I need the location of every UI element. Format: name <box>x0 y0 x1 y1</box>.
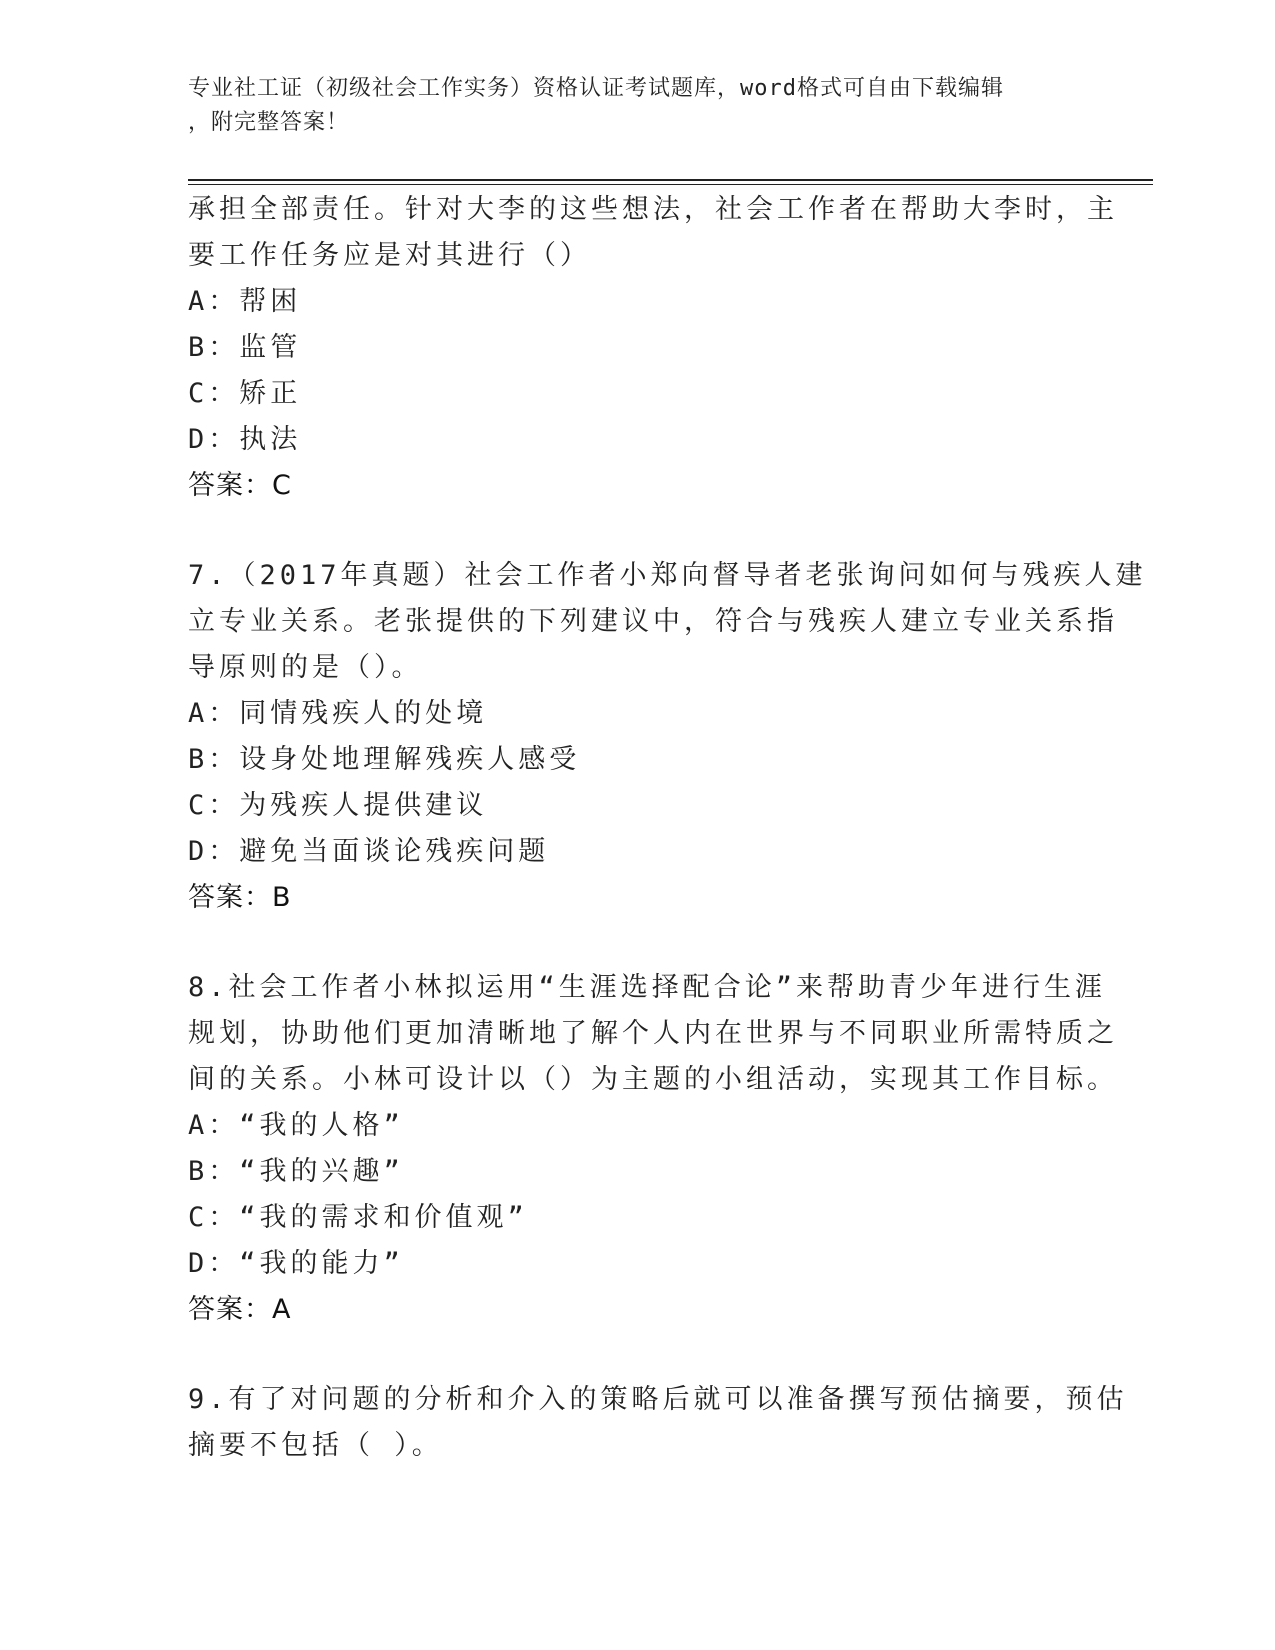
answer-text: 答案：C <box>188 470 292 501</box>
question-block-6 <box>188 187 1118 509</box>
question-block-9 <box>188 1377 1128 1469</box>
question-text-line: 间的关系。小林可设计以（）为主题的小组活动，实现其工作目标。 <box>188 1064 1118 1095</box>
option-c: C：矫正 <box>188 378 302 409</box>
question-text-line: 导原则的是（）。 <box>188 652 423 683</box>
spacer <box>188 921 1088 965</box>
option-a: A：“我的人格” <box>188 1110 404 1141</box>
header-line-2: ，附完整答案！ <box>188 110 350 135</box>
question-text-line: 7.（2017年真题）社会工作者小郑向督导者老张询问如何与残疾人建 <box>188 560 1147 591</box>
option-a: A：同情残疾人的处境 <box>188 698 488 729</box>
question-text-line: 立专业关系。老张提供的下列建议中，符合与残疾人建立专业关系指 <box>188 606 1118 637</box>
option-d: D：避免当面谈论残疾问题 <box>188 836 550 867</box>
option-a: A：帮困 <box>188 286 302 317</box>
option-b: B：“我的兴趣” <box>188 1156 404 1187</box>
option-b: B：监管 <box>188 332 302 363</box>
option-b: B：设身处地理解残疾人感受 <box>188 744 581 775</box>
question-block-7 <box>188 553 1147 921</box>
question-text-line: 要工作任务应是对其进行（） <box>188 240 591 271</box>
question-text-line: 规划，协助他们更加清晰地了解个人内在世界与不同职业所需特质之 <box>188 1018 1118 1049</box>
question-text-line: 8.社会工作者小林拟运用“生涯选择配合论”来帮助青少年进行生涯 <box>188 972 1107 1003</box>
answer-text: 答案：B <box>188 882 292 913</box>
header-line-1: 专业社工证（初级社会工作实务）资格认证考试题库，word格式可自由下载编辑 <box>188 76 1004 101</box>
option-d: D：执法 <box>188 424 302 455</box>
answer-text: 答案：A <box>188 1294 292 1325</box>
spacer <box>188 1333 1088 1377</box>
question-text-line: 9.有了对问题的分析和介入的策略后就可以准备撰写预估摘要，预估 <box>188 1384 1128 1415</box>
header-divider-thick <box>188 179 1153 181</box>
spacer <box>188 509 1088 553</box>
option-c: C：“我的需求和价值观” <box>188 1202 528 1233</box>
document-header <box>188 72 1068 140</box>
question-text-line: 承担全部责任。针对大李的这些想法，社会工作者在帮助大李时，主 <box>188 194 1118 225</box>
option-c: C：为残疾人提供建议 <box>188 790 488 821</box>
header-divider-thin <box>188 184 1153 185</box>
option-d: D：“我的能力” <box>188 1248 404 1279</box>
question-text-line: 摘要不包括（ ）。 <box>188 1430 443 1461</box>
question-block-8 <box>188 965 1118 1333</box>
question-list <box>188 187 1147 1469</box>
